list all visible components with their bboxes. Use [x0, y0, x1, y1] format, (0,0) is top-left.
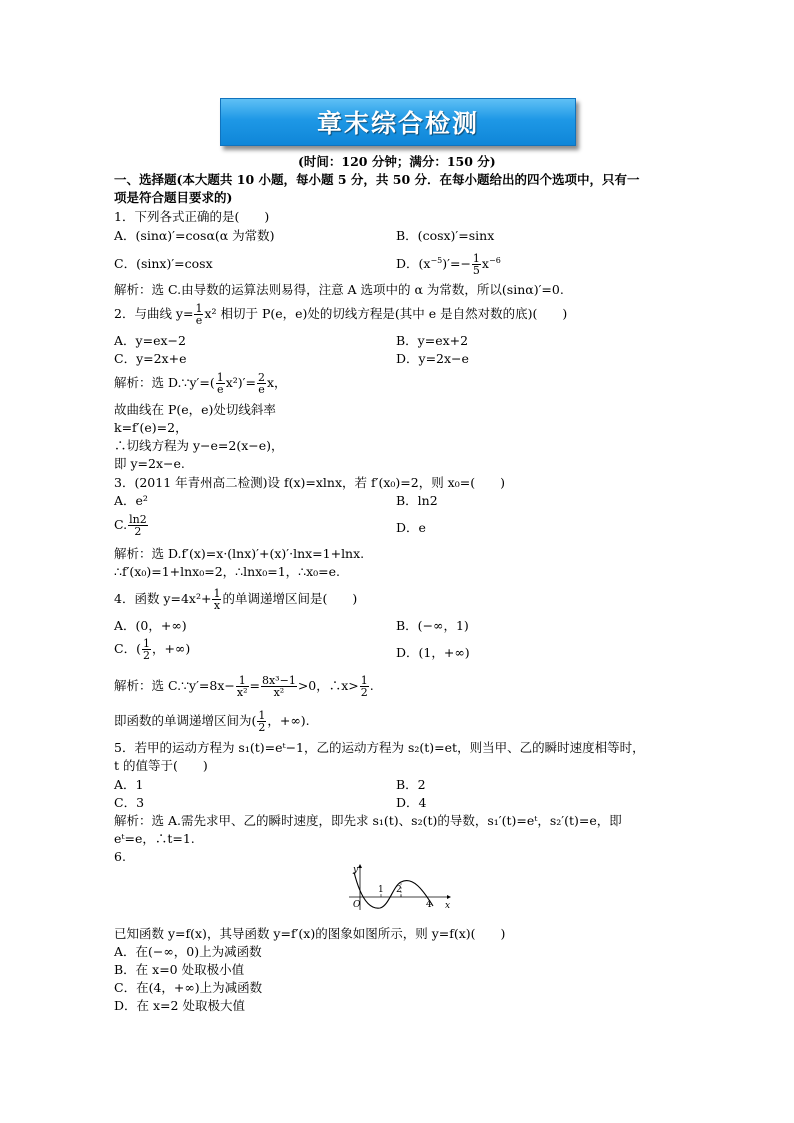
q4-sol-eq: = [249, 678, 260, 693]
q2-sol-fraction-1: $\frac{1}{e}$ [216, 371, 224, 396]
q4-option-c [114, 634, 190, 664]
q1-d-pre: D．(x [396, 256, 431, 272]
q4-solution-2 [114, 706, 310, 736]
title-banner [220, 98, 576, 146]
q1-solution: 解析：选 C.由导数的运算法则易得，注意 A 选项中的 α 为常数，所以(sinα)′=0. [114, 282, 564, 297]
q4-stem-fraction: $\frac{1}{x}$ [213, 587, 221, 612]
q2-solution-1 [114, 369, 287, 397]
q4-option-d: D．(1，+∞) [396, 645, 470, 660]
q2-stem-pre: 2．与曲线 y= [114, 306, 194, 321]
q1-d-post: x [481, 256, 489, 272]
q4-solution-1 [114, 670, 374, 702]
q4-stem-pre: 4．函数 y=4x²+ [114, 591, 212, 606]
q3-c-fraction: $\frac{\ln 2}{2}$ [129, 513, 147, 538]
section-intro-1: 一、选择题(本大题共 10 小题，每小题 5 分，共 50 分．在每小题给出的四个选项中，只有一 [114, 172, 640, 187]
q1-d-mid: )′=− [442, 256, 471, 272]
q2-sol-post: x， [266, 375, 287, 390]
q4-sol-fraction-2: $\frac{\text{8x³−1}}{\text{x²}}$ [261, 674, 296, 699]
q4-sol-fraction-3: $\frac{1}{2}$ [360, 674, 368, 699]
q4-sol-pre: 解析：选 C.∵y′=8x− [114, 678, 235, 693]
q1-d-post-sup: −6 [488, 256, 501, 265]
q5-option-b: B．2 [396, 777, 426, 792]
q3-option-d: D．e [396, 520, 426, 535]
q1-stem: 1．下列各式正确的是( ) [114, 209, 270, 224]
q1-option-c: C．(sinx)′=cosx [114, 256, 213, 271]
q4-stem-post: 的单调递增区间是( ) [222, 591, 358, 606]
q6-stem: 已知函数 y=f(x)，其导函数 y=f′(x)的图象如图所示，则 y=f(x)( ) [114, 926, 506, 941]
derivative-graph [345, 862, 455, 912]
q6-number: 6. [114, 849, 126, 864]
q1-d-fraction: $\frac{1}{5}$ [472, 252, 480, 278]
q4-sol-post: . [369, 678, 374, 693]
q5-solution-2: eᵗ=e，∴t=1. [114, 831, 195, 846]
label-4: 4 [426, 900, 432, 910]
q4-sol2-post: ，+∞). [267, 713, 310, 728]
q5-option-c: C．3 [114, 795, 145, 810]
q2-solution-2: 故曲线在 P(e，e)处切线斜率 [114, 402, 276, 417]
q4-stem [114, 584, 357, 614]
exam-meta: (时间：120 分钟；满分：150 分) [298, 154, 496, 169]
q5-option-d: D．4 [396, 795, 427, 810]
q1-option-b: B．(cosx)′=sinx [396, 228, 495, 243]
section-intro-2: 项是符合题目要求的) [114, 190, 233, 205]
q2-solution-5: 即 y=2x−e. [114, 456, 185, 471]
q3-solution-1: 解析：选 D.f′(x)=x·(lnx)′+(x)′·lnx=1+lnx. [114, 546, 365, 561]
q4-option-a: A．(0，+∞) [114, 618, 187, 633]
page-title: 章末综合检测 [316, 109, 479, 138]
q5-stem-2: t 的值等于( ) [114, 758, 208, 773]
label-x: x [445, 901, 451, 911]
label-origin: O [353, 900, 361, 910]
q2-solution-3: k=f′(e)=2， [114, 420, 188, 435]
q4-c-post: ，+∞) [151, 641, 191, 656]
q3-solution-2: ∴f′(x₀)=1+lnx₀=2，∴lnx₀=1，∴x₀=e. [114, 564, 341, 579]
q4-sol2-fraction: $\frac{1}{2}$ [258, 709, 266, 734]
q6-option-d: D．在 x=2 处取极大值 [114, 998, 245, 1013]
q3-option-c [114, 510, 149, 540]
label-y: y [353, 865, 359, 875]
q1-option-a: A．(sinα)′=cosα(α 为常数) [114, 228, 275, 243]
label-1: 1 [378, 885, 384, 895]
q4-option-b: B．(−∞，1) [396, 618, 469, 633]
q1-d-sup: −5 [430, 256, 443, 265]
q2-solution-4: ∴切线方程为 y−e=2(x−e)， [114, 438, 284, 453]
q3-option-b: B．ln2 [396, 493, 438, 508]
label-2: 2 [396, 885, 402, 895]
q2-sol-pre: 解析：选 D.∵y′=( [114, 375, 215, 390]
q4-c-pre: C．( [114, 641, 141, 656]
q2-option-c: C．y=2x+e [114, 351, 187, 366]
q4-sol2-pre: 即函数的单调递增区间为( [114, 713, 257, 728]
q2-option-d: D．y=2x−e [396, 351, 469, 366]
q4-sol-fraction-1: $\frac{1}{\text{x²}}$ [236, 674, 248, 699]
q2-option-a: A．y=ex−2 [114, 333, 186, 348]
q2-stem-fraction: $\frac{1}{e}$ [195, 302, 203, 327]
q2-stem [114, 300, 567, 328]
y-axis-arrow [358, 864, 362, 868]
derivative-curve [354, 872, 433, 908]
q6-option-c: C．在(4，+∞)上为减函数 [114, 980, 263, 995]
q6-option-a: A．在(−∞，0)上为减函数 [114, 944, 262, 959]
q5-stem-1: 5．若甲的运动方程为 s₁(t)=eᵗ−1，乙的运动方程为 s₂(t)=et，则当甲、乙的瞬时速度相等时， [114, 740, 645, 755]
q2-sol-fraction-2: $\frac{2}{e}$ [257, 371, 265, 396]
q2-option-b: B．y=ex+2 [396, 333, 469, 348]
q5-solution-1: 解析：选 A.需先求甲、乙的瞬时速度，即先求 s₁(t)、s₂(t)的导数，s₁′(t)=eᵗ，s₂′(t)=e，即 [114, 813, 622, 828]
q2-stem-post: x² 相切于 P(e，e)处的切线方程是(其中 e 是自然对数的底)( ) [204, 306, 568, 321]
q5-option-a: A．1 [114, 777, 144, 792]
q4-sol-mid: >0，∴x> [297, 678, 359, 693]
q4-c-fraction: $\frac{1}{2}$ [142, 637, 150, 662]
q6-option-b: B．在 x=0 处取极小值 [114, 962, 245, 977]
q2-sol-mid: x²)′= [225, 375, 256, 390]
q3-c-pre: C. [114, 517, 128, 532]
q1-option-d [396, 248, 501, 277]
q3-option-a: A．e² [114, 493, 148, 508]
x-axis-arrow [447, 895, 451, 899]
q3-stem: 3．(2011 年青州高二检测)设 f(x)=xlnx，若 f′(x₀)=2，则 x₀=( ) [114, 475, 505, 490]
